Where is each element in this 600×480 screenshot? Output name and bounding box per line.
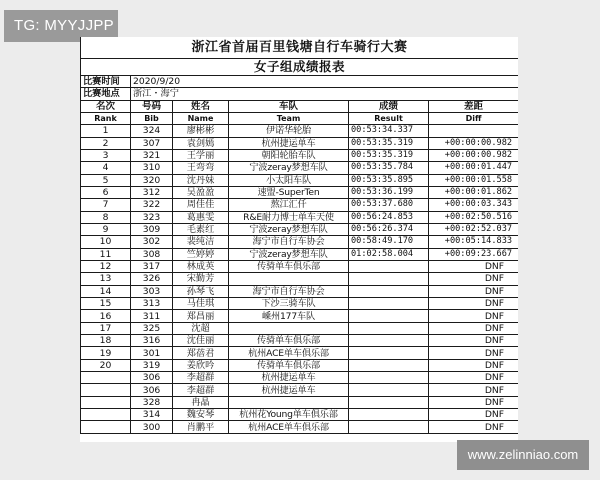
result-cell: 00:53:37.680 — [349, 199, 429, 211]
result-cell: 01:02:58.004 — [349, 248, 429, 260]
diff-cell: DNF — [429, 347, 519, 359]
name-cell: 宋勤芳 — [173, 273, 229, 285]
bib-cell: 321 — [131, 149, 173, 161]
table-row — [81, 137, 519, 149]
bib-cell: 312 — [131, 186, 173, 198]
diff-cell: DNF — [429, 310, 519, 322]
bib-cell: 310 — [131, 162, 173, 174]
name-cell: 姜欣吟 — [173, 359, 229, 371]
bib-cell: 306 — [131, 372, 173, 384]
name-cell: 沈丹妹 — [173, 174, 229, 186]
bib-cell: 300 — [131, 421, 173, 433]
result-cell — [349, 285, 429, 297]
result-cell — [349, 396, 429, 408]
bib-cell: 307 — [131, 137, 173, 149]
result-cell — [349, 310, 429, 322]
name-cell: 竺婷婷 — [173, 248, 229, 260]
bib-cell: 323 — [131, 211, 173, 223]
table-row — [81, 298, 519, 310]
team-cell: 杭州花Young单车俱乐部 — [229, 409, 349, 421]
result-cell: 00:56:26.374 — [349, 223, 429, 235]
header-rank-en: Rank — [81, 112, 131, 124]
result-cell: 00:53:34.337 — [349, 125, 429, 137]
header-rank-cn: 名次 — [81, 100, 131, 112]
rank-cell: 2 — [81, 137, 131, 149]
result-cell — [349, 335, 429, 347]
rank-cell: 10 — [81, 236, 131, 248]
bib-cell: 309 — [131, 223, 173, 235]
team-cell: 海宁市自行车协会 — [229, 236, 349, 248]
diff-cell: DNF — [429, 409, 519, 421]
team-cell — [229, 322, 349, 334]
sheet-subtitle: 女子组成绩报表 — [81, 58, 519, 75]
rank-cell: 13 — [81, 273, 131, 285]
sheet-title: 浙江省首届百里钱塘自行车骑行大赛 — [81, 37, 519, 58]
rank-cell: 18 — [81, 335, 131, 347]
team-cell: 传骑单车俱乐部 — [229, 359, 349, 371]
name-cell: 冉晶 — [173, 396, 229, 408]
name-cell: 林成英 — [173, 260, 229, 272]
name-cell: 李超群 — [173, 372, 229, 384]
team-cell: 传骑单车俱乐部 — [229, 260, 349, 272]
table-row — [81, 285, 519, 297]
header-result-cn: 成绩 — [349, 100, 429, 112]
bib-cell: 320 — [131, 174, 173, 186]
table-row — [81, 162, 519, 174]
bib-cell: 313 — [131, 298, 173, 310]
header-bib-en: Bib — [131, 112, 173, 124]
result-cell: 00:53:35.319 — [349, 137, 429, 149]
rank-cell: 3 — [81, 149, 131, 161]
rank-cell: 20 — [81, 359, 131, 371]
team-cell: 速盟-SuperTen — [229, 186, 349, 198]
result-cell — [349, 260, 429, 272]
diff-cell: DNF — [429, 260, 519, 272]
rank-cell: 4 — [81, 162, 131, 174]
table-row — [81, 421, 519, 433]
rank-cell — [81, 409, 131, 421]
results-table — [80, 37, 518, 434]
bib-cell: 301 — [131, 347, 173, 359]
table-row — [81, 384, 519, 396]
table-row — [81, 125, 519, 137]
results-sheet — [80, 37, 518, 442]
team-cell: 海宁市自行车协会 — [229, 285, 349, 297]
team-cell: 杭州捷运单车 — [229, 372, 349, 384]
header-row-en — [81, 112, 519, 124]
team-cell: 嵊州177车队 — [229, 310, 349, 322]
name-cell: 周佳佳 — [173, 199, 229, 211]
table-row — [81, 236, 519, 248]
name-cell: 郑昌丽 — [173, 310, 229, 322]
header-bib-cn: 号码 — [131, 100, 173, 112]
bib-cell: 317 — [131, 260, 173, 272]
diff-cell: +00:05:14.833 — [429, 236, 519, 248]
name-cell: 沈超 — [173, 322, 229, 334]
diff-cell: +00:00:03.343 — [429, 199, 519, 211]
team-cell: 杭州捷运单车 — [229, 384, 349, 396]
result-cell: 00:53:35.319 — [349, 149, 429, 161]
rank-cell: 16 — [81, 310, 131, 322]
header-row-cn — [81, 100, 519, 112]
diff-cell: DNF — [429, 359, 519, 371]
header-team-cn: 车队 — [229, 100, 349, 112]
name-cell: 魏安琴 — [173, 409, 229, 421]
bib-cell: 319 — [131, 359, 173, 371]
rank-cell — [81, 384, 131, 396]
table-row — [81, 409, 519, 421]
result-cell — [349, 372, 429, 384]
diff-cell: DNF — [429, 335, 519, 347]
result-cell — [349, 384, 429, 396]
diff-cell: +00:00:00.982 — [429, 137, 519, 149]
team-cell — [229, 273, 349, 285]
result-cell — [349, 298, 429, 310]
table-row — [81, 199, 519, 211]
result-cell: 00:56:24.853 — [349, 211, 429, 223]
diff-cell — [429, 125, 519, 137]
team-cell: 朝阳轮胎车队 — [229, 149, 349, 161]
team-cell: R&E耐力博士单车天使 — [229, 211, 349, 223]
table-row — [81, 310, 519, 322]
team-cell: 伊诺华轮胎 — [229, 125, 349, 137]
date-value: 2020/9/20 — [131, 75, 519, 88]
tg-overlay-label: TG: MYYJJPP — [4, 10, 118, 42]
rank-cell — [81, 372, 131, 384]
team-cell: 下沙三骑车队 — [229, 298, 349, 310]
header-name-cn: 姓名 — [173, 100, 229, 112]
diff-cell: +00:02:52.037 — [429, 223, 519, 235]
name-cell: 毛素红 — [173, 223, 229, 235]
bib-cell: 314 — [131, 409, 173, 421]
rank-cell: 12 — [81, 260, 131, 272]
name-cell: 郑蓓君 — [173, 347, 229, 359]
table-row — [81, 260, 519, 272]
result-cell — [349, 359, 429, 371]
rank-cell: 9 — [81, 223, 131, 235]
diff-cell: +00:09:23.667 — [429, 248, 519, 260]
bib-cell: 328 — [131, 396, 173, 408]
header-diff-en: Diff — [429, 112, 519, 124]
diff-cell: +00:00:01.558 — [429, 174, 519, 186]
diff-cell: +00:02:50.516 — [429, 211, 519, 223]
rank-cell: 6 — [81, 186, 131, 198]
table-row — [81, 347, 519, 359]
rank-cell — [81, 396, 131, 408]
table-row — [81, 149, 519, 161]
team-cell: 熬江汇仟 — [229, 199, 349, 211]
table-row — [81, 335, 519, 347]
bib-cell: 322 — [131, 199, 173, 211]
rank-cell: 11 — [81, 248, 131, 260]
table-row — [81, 372, 519, 384]
name-cell: 王弯弯 — [173, 162, 229, 174]
name-cell: 孙琴飞 — [173, 285, 229, 297]
table-row — [81, 396, 519, 408]
name-cell: 袁剑嫣 — [173, 137, 229, 149]
place-label: 比赛地点 — [81, 88, 131, 101]
diff-cell: DNF — [429, 384, 519, 396]
header-name-en: Name — [173, 112, 229, 124]
date-label: 比赛时间 — [81, 75, 131, 88]
team-cell: 宁波zeray梦想车队 — [229, 248, 349, 260]
result-cell — [349, 322, 429, 334]
diff-cell: +00:00:00.982 — [429, 149, 519, 161]
bib-cell: 303 — [131, 285, 173, 297]
table-row — [81, 223, 519, 235]
table-row — [81, 186, 519, 198]
rank-cell — [81, 421, 131, 433]
name-cell: 廖彬彬 — [173, 125, 229, 137]
team-cell: 宁波zeray梦想车队 — [229, 223, 349, 235]
diff-cell: +00:00:01.447 — [429, 162, 519, 174]
diff-cell: DNF — [429, 372, 519, 384]
team-cell — [229, 396, 349, 408]
name-cell: 裴纯洁 — [173, 236, 229, 248]
name-cell: 马佳琪 — [173, 298, 229, 310]
result-cell — [349, 273, 429, 285]
result-cell — [349, 409, 429, 421]
bib-cell: 311 — [131, 310, 173, 322]
team-cell: 传骑单车俱乐部 — [229, 335, 349, 347]
diff-cell: DNF — [429, 285, 519, 297]
diff-cell: DNF — [429, 396, 519, 408]
bib-cell: 326 — [131, 273, 173, 285]
team-cell: 杭州捷运单车 — [229, 137, 349, 149]
name-cell: 吴盈盈 — [173, 186, 229, 198]
result-cell: 00:53:35.895 — [349, 174, 429, 186]
header-diff-cn: 差距 — [429, 100, 519, 112]
rank-cell: 15 — [81, 298, 131, 310]
bib-cell: 325 — [131, 322, 173, 334]
name-cell: 肖鹏平 — [173, 421, 229, 433]
bib-cell: 316 — [131, 335, 173, 347]
rank-cell: 1 — [81, 125, 131, 137]
result-cell: 00:53:36.199 — [349, 186, 429, 198]
rank-cell: 8 — [81, 211, 131, 223]
rank-cell: 5 — [81, 174, 131, 186]
team-cell: 杭州ACE单车俱乐部 — [229, 421, 349, 433]
diff-cell: +00:00:01.862 — [429, 186, 519, 198]
rank-cell: 19 — [81, 347, 131, 359]
diff-cell: DNF — [429, 322, 519, 334]
table-row — [81, 211, 519, 223]
rank-cell: 14 — [81, 285, 131, 297]
rank-cell: 7 — [81, 199, 131, 211]
place-value: 浙江・海宁 — [131, 88, 519, 101]
team-cell: 杭州ACE单车俱乐部 — [229, 347, 349, 359]
team-cell: 宁波zeray梦想车队 — [229, 162, 349, 174]
name-cell: 葛惠雯 — [173, 211, 229, 223]
diff-cell: DNF — [429, 421, 519, 433]
bib-cell: 308 — [131, 248, 173, 260]
table-row — [81, 273, 519, 285]
result-cell — [349, 347, 429, 359]
table-row — [81, 359, 519, 371]
bib-cell: 306 — [131, 384, 173, 396]
header-result-en: Result — [349, 112, 429, 124]
team-cell: 小太阳车队 — [229, 174, 349, 186]
result-cell — [349, 421, 429, 433]
diff-cell: DNF — [429, 273, 519, 285]
bib-cell: 324 — [131, 125, 173, 137]
header-team-en: Team — [229, 112, 349, 124]
rank-cell: 17 — [81, 322, 131, 334]
site-overlay-label: www.zelinniao.com — [457, 440, 589, 470]
table-row — [81, 322, 519, 334]
table-row — [81, 248, 519, 260]
name-cell: 王学丽 — [173, 149, 229, 161]
diff-cell: DNF — [429, 298, 519, 310]
result-cell: 00:58:49.170 — [349, 236, 429, 248]
bib-cell: 302 — [131, 236, 173, 248]
name-cell: 沈佳丽 — [173, 335, 229, 347]
name-cell: 李超群 — [173, 384, 229, 396]
result-cell: 00:53:35.784 — [349, 162, 429, 174]
table-row — [81, 174, 519, 186]
